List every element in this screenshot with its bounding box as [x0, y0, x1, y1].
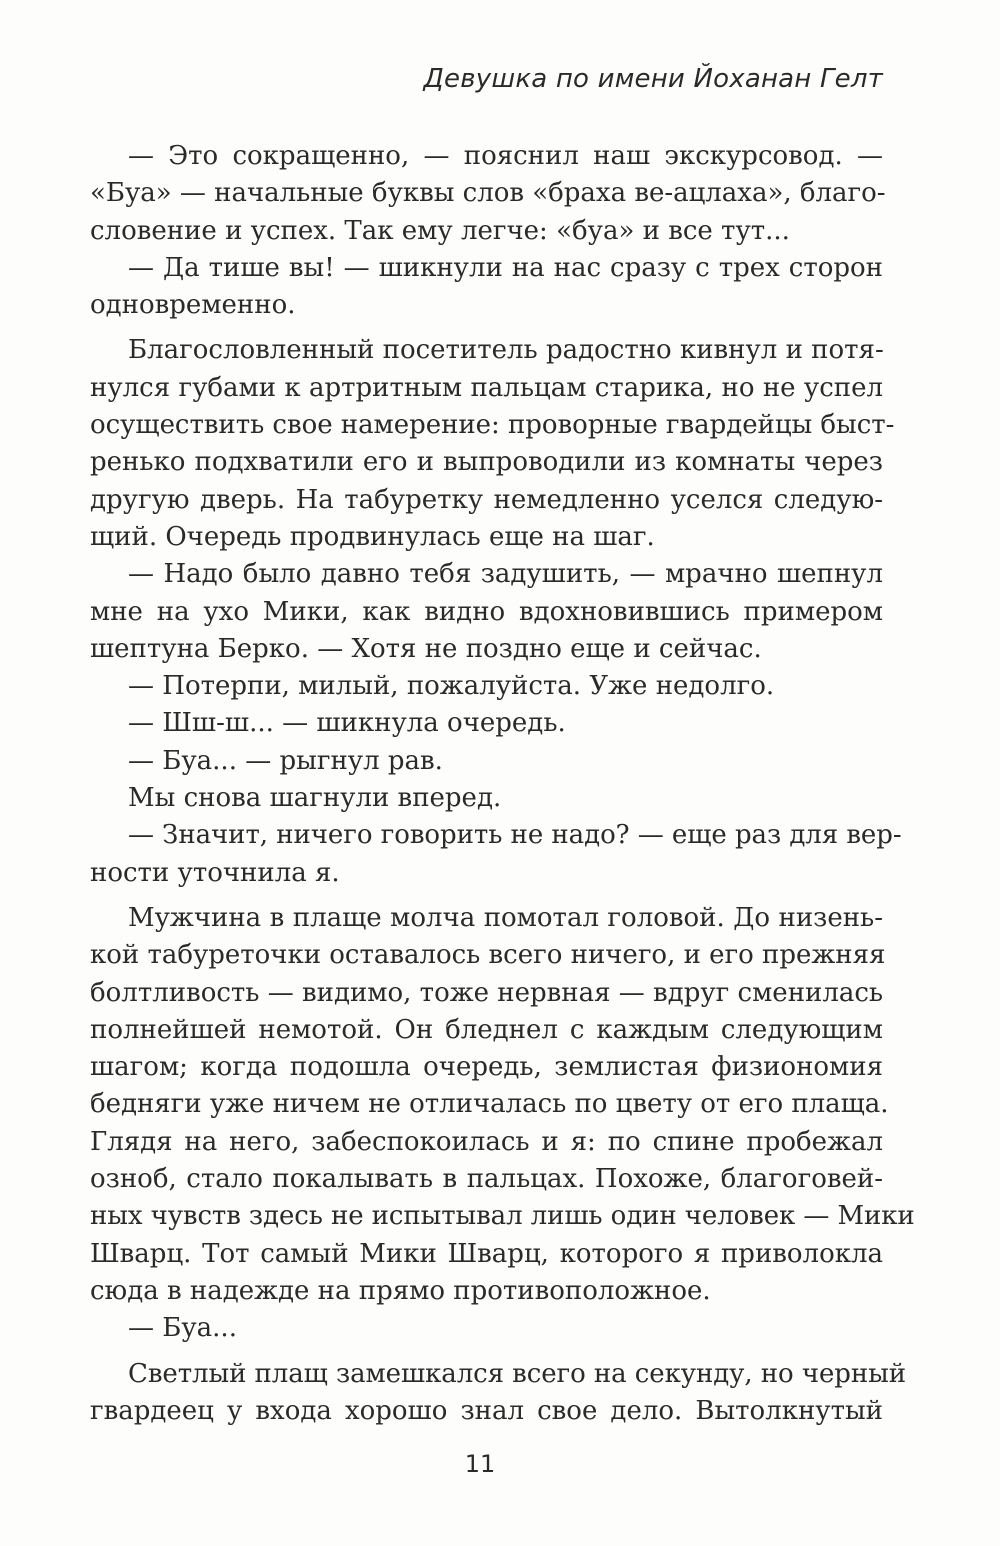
text-line: одновременно.	[90, 290, 296, 321]
text-line: мне на ухо Мики, как видно вдохновившись примером	[90, 596, 883, 627]
text-line: — Надо было давно тебя задушить, — мрачно шепнул	[128, 559, 883, 590]
text-line: Благословленный посетитель радостно кивнул и потя-	[128, 335, 884, 366]
text-line: кой табуреточки оставалось всего ничего, и его прежняя	[90, 940, 886, 971]
text-line: — Это сокращенно, — пояснил наш экскурсовод. —	[128, 141, 883, 171]
body-text	[90, 138, 915, 1430]
text-line: полнейшей немотой. Он бледнел с каждым следующим	[90, 1014, 883, 1045]
paragraph-gap	[90, 324, 883, 332]
text-line: — Значит, ничего говорить не надо? — еще раз для вер-	[128, 820, 902, 851]
text-line: Светлый плащ замешкался всего на секунду, но черный	[128, 1358, 906, 1389]
text-line: — Да тише вы! — шикнули на нас сразу с трех сторон	[128, 252, 883, 283]
text-line: «Буа» — начальные буквы слов «браха ве-ацлаха», благо-	[90, 178, 886, 209]
text-line: щий. Очередь продвинулась еще на шаг.	[90, 521, 655, 552]
text-line: — Буа... — рыгнул рав.	[128, 745, 443, 776]
running-title: Девушка по имени Йоханан Гелт	[423, 64, 883, 94]
text-line: шагом; когда подошла очередь, землистая физиономия	[90, 1052, 883, 1083]
text-line: — Буа...	[128, 1313, 237, 1344]
text-line: шептуна Берко. — Хотя не поздно еще и сейчас.	[90, 633, 762, 664]
text-line: осуществить свое намерение: проворные гвардейцы быст-	[90, 410, 895, 441]
text-line: гвардеец у входа хорошо знал свое дело. Вытолкнутый	[90, 1395, 883, 1426]
text-line: ности уточнила я.	[90, 857, 340, 888]
paragraph-gap	[90, 1348, 883, 1356]
text-line: другую дверь. На табуретку немедленно уселся следую-	[90, 484, 883, 515]
paragraph-gap	[90, 892, 883, 900]
text-line: словение и успех. Так ему легче: «буа» и все тут...	[90, 215, 790, 246]
text-line: Шварц. Тот самый Мики Шварц, которого я приволокла	[90, 1238, 883, 1269]
text-line: ренько подхватили его и выпроводили из комнаты через	[90, 447, 883, 478]
text-line: ных чувств здесь не испытывал лишь один человек — Мики	[90, 1201, 915, 1232]
page-number: 11	[464, 1450, 496, 1478]
text-line: болтливость — видимо, тоже нервная — вдруг сменилась	[90, 977, 884, 1008]
text-line: Мужчина в плаще молча помотал головой. До низень-	[128, 902, 883, 933]
text-line: нулся губами к артритным пальцам старика, но не успел	[90, 372, 883, 403]
text-line: озноб, стало покалывать в пальцах. Похоже, благоговей-	[90, 1164, 883, 1195]
text-line: — Шш-ш... — шикнула очередь.	[128, 708, 566, 739]
text-line: бедняги уже ничем не отличалась по цвету от его плаща.	[90, 1089, 889, 1120]
text-line: Глядя на него, забеспокоилась и я: по спине пробежал	[90, 1126, 883, 1157]
text-line: — Потерпи, милый, пожалуйста. Уже недолго.	[128, 671, 775, 702]
text-line: Мы снова шагнули вперед.	[128, 783, 502, 814]
text-line: сюда в надежде на прямо противоположное.	[90, 1275, 711, 1306]
